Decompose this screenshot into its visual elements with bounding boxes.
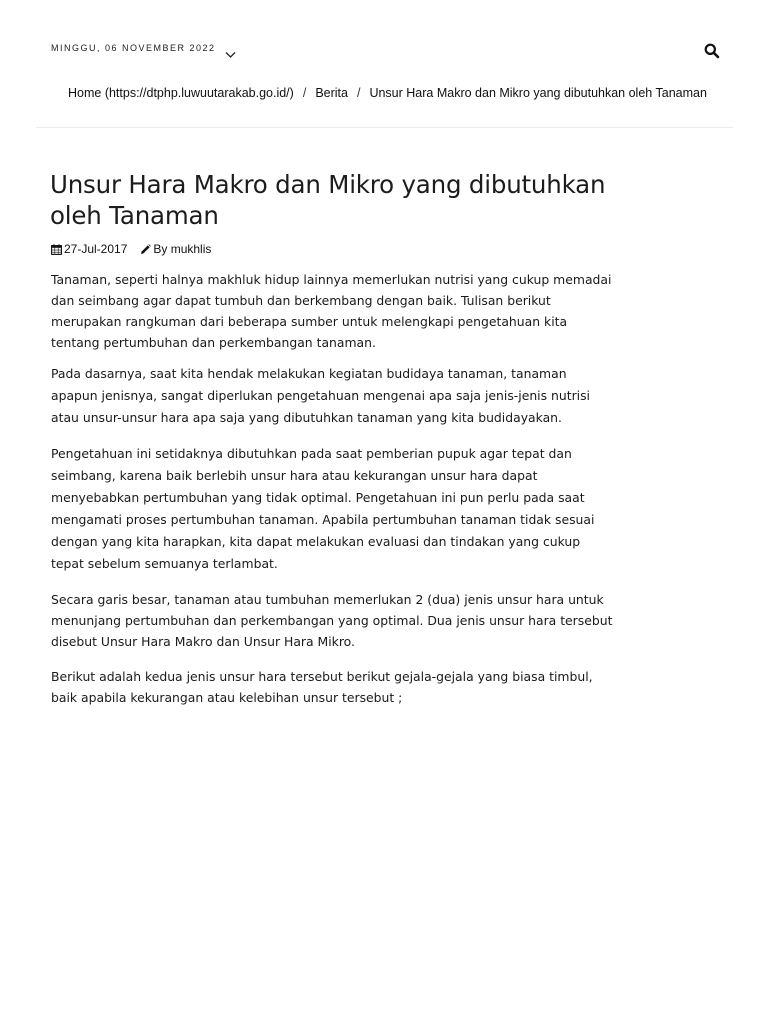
article-title: Unsur Hara Makro dan Mikro yang dibutuhkan oleh Tanaman xyxy=(50,170,606,230)
breadcrumb-berita-link[interactable]: Berita xyxy=(315,86,348,100)
calendar-icon xyxy=(51,244,62,255)
article-paragraph: Pada dasarnya, saat kita hendak melakukan kegiatan budidaya tanaman, tanaman apapun jenisnya, sangat diperlukan pengetahuan mengenai apa saja jenis-jenis nutrisi atau unsur-unsur hara apa saja yang dibutuhkan tanaman yang kita budidayakan. xyxy=(51,366,591,425)
article-author-name: By mukhlis xyxy=(153,242,212,256)
chevron-down-icon xyxy=(225,44,236,52)
article-paragraph: Pengetahuan ini setidaknya dibutuhkan pada saat pemberian pupuk agar tepat dan seimbang, karena baik berlebih unsur hara atau kekurangan unsur hara dapat menyebabkan pertumbuhan yang tidak optimal. Pengetahuan ini pun perlu pada saat mengamati proses pertumbuhan tanaman. Apabila pertumbuhan tanaman tidak sesuai dengan yang kita harapkan, kita dapat melakukan evaluasi dan tindakan yang cukup tepat sebelum semuanya terlambat. xyxy=(51,446,595,571)
breadcrumb xyxy=(68,86,707,100)
breadcrumb-separator: / xyxy=(302,86,307,100)
article-body xyxy=(51,269,616,708)
article-date: 27-Jul-2017 xyxy=(64,242,128,256)
search-icon[interactable] xyxy=(704,43,720,59)
header-divider xyxy=(36,127,733,128)
pencil-icon xyxy=(140,244,151,255)
breadcrumb-home-link[interactable]: Home (https://dtphp.luwuutarakab.go.id/) xyxy=(68,86,294,100)
article-meta xyxy=(51,242,211,256)
breadcrumb-current: Unsur Hara Makro dan Mikro yang dibutuhkan oleh Tanaman xyxy=(369,86,707,100)
article-paragraph: Tanaman, seperti halnya makhluk hidup lainnya memerlukan nutrisi yang cukup memadai dan seimbang agar dapat tumbuh dan berkembang dengan baik. Tulisan berikut merupakan rangkuman dari beberapa sumber untuk melengkapi pengetahuan kita tentang pertumbuhan dan perkembangan tanaman. xyxy=(51,272,612,350)
current-date: MINGGU, 06 NOVEMBER 2022 xyxy=(51,43,216,53)
article-author xyxy=(140,242,211,256)
article-paragraph: Secara garis besar, tanaman atau tumbuhan memerlukan 2 (dua) jenis unsur hara untuk menunjang pertumbuhan dan perkembangan yang optimal. Dua jenis unsur hara tersebut disebut Unsur Hara Makro dan Unsur Hara Mikro. xyxy=(51,592,613,649)
article-paragraph: Berikut adalah kedua jenis unsur hara tersebut berikut gejala-gejala yang biasa timbul, baik apabila kekurangan atau kelebihan unsur tersebut ; xyxy=(51,669,593,705)
top-bar xyxy=(0,0,768,100)
date-dropdown[interactable] xyxy=(51,43,236,53)
breadcrumb-separator: / xyxy=(356,86,361,100)
